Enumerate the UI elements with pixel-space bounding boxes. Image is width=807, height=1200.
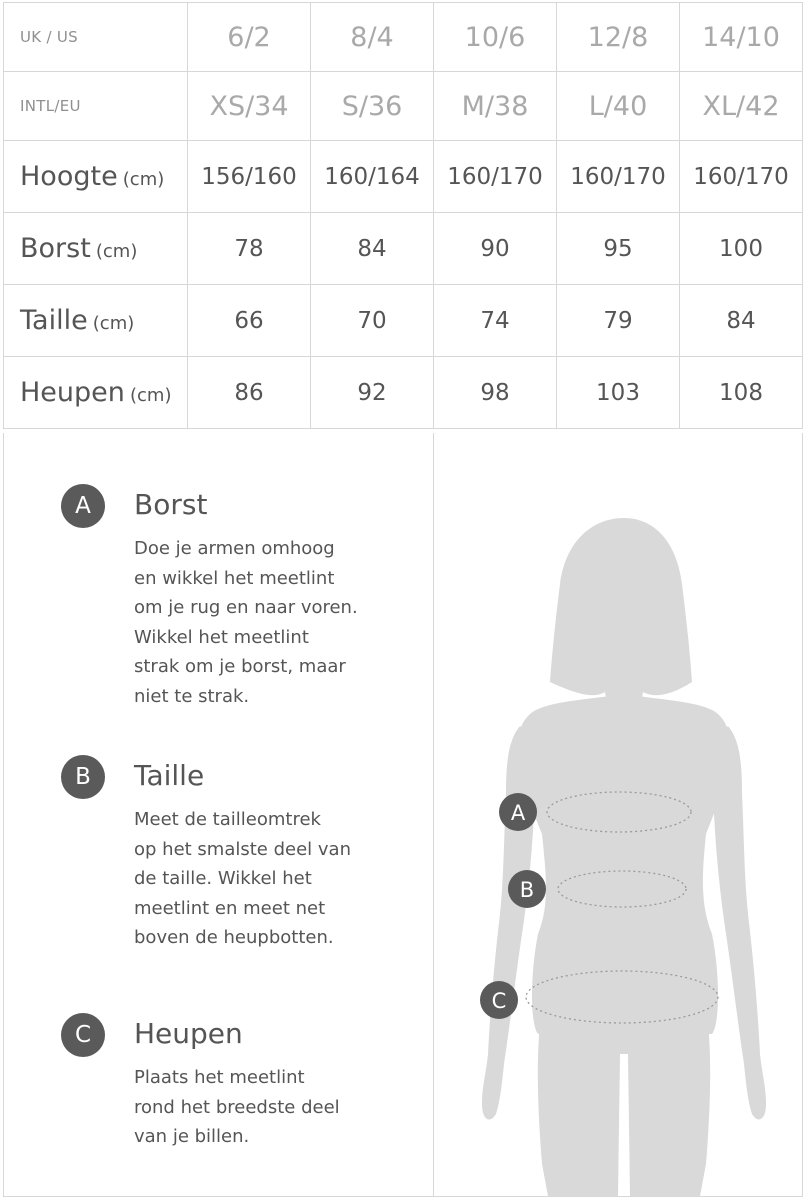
measure-cell: 95 <box>557 213 680 285</box>
size-table <box>3 2 803 429</box>
measure-cell: 156/160 <box>188 141 311 213</box>
marker-b-label: B <box>519 878 535 902</box>
torso-shape <box>518 696 731 1034</box>
measure-name: Heupen <box>20 377 125 408</box>
row-label-hoogte <box>4 141 188 213</box>
row-label-heupen <box>4 357 188 429</box>
guide-description: Meet de tailleomtrek op het smalste deel van de taille. Wikkel het meetlint en meet net boven de heupbotten. <box>134 809 351 948</box>
guide-title: Taille <box>134 759 205 792</box>
measure-cell: 108 <box>680 357 803 429</box>
measure-cell: 84 <box>311 213 434 285</box>
measure-cell: 103 <box>557 357 680 429</box>
row-label-borst <box>4 213 188 285</box>
legs-shape <box>538 1024 710 1196</box>
marker-b <box>508 870 546 908</box>
letter-c-badge: C <box>61 1013 105 1057</box>
marker-a-label: A <box>510 801 526 825</box>
measure-row-heupen <box>4 357 803 429</box>
measure-unit: (cm) <box>122 169 165 190</box>
size-cell: 10/6 <box>434 3 557 72</box>
size-cell: XS/34 <box>188 72 311 141</box>
measure-cell: 70 <box>311 285 434 357</box>
measure-cell: 98 <box>434 357 557 429</box>
measure-unit: (cm) <box>92 313 135 334</box>
size-cell: 12/8 <box>557 3 680 72</box>
marker-c-label: C <box>491 989 507 1013</box>
body-silhouette-illustration <box>430 434 802 1196</box>
measure-name: Borst <box>20 233 91 264</box>
measure-unit: (cm) <box>129 385 172 406</box>
measure-row-taille <box>4 285 803 357</box>
size-row-uk-us <box>4 3 803 72</box>
size-cell: S/36 <box>311 72 434 141</box>
marker-c <box>480 981 518 1019</box>
letter-b-badge: B <box>61 755 105 799</box>
size-cell: 8/4 <box>311 3 434 72</box>
right-arm-shape <box>713 726 766 1119</box>
guide-title: Borst <box>134 488 208 521</box>
measure-name: Taille <box>20 305 88 336</box>
measure-cell: 84 <box>680 285 803 357</box>
size-cell: 14/10 <box>680 3 803 72</box>
row-label-taille <box>4 285 188 357</box>
measure-cell: 78 <box>188 213 311 285</box>
size-cell: 6/2 <box>188 3 311 72</box>
measure-cell: 160/170 <box>434 141 557 213</box>
size-row-intl-eu <box>4 72 803 141</box>
left-arm-shape <box>482 726 535 1119</box>
measure-cell: 86 <box>188 357 311 429</box>
guide-title: Heupen <box>134 1017 243 1050</box>
measure-name: Hoogte <box>20 161 118 192</box>
measure-cell: 90 <box>434 213 557 285</box>
measure-cell: 160/164 <box>311 141 434 213</box>
measure-cell: 66 <box>188 285 311 357</box>
size-cell: M/38 <box>434 72 557 141</box>
measure-row-borst <box>4 213 803 285</box>
guide-description: Plaats het meetlint rond het breedste deel van je billen. <box>134 1067 340 1147</box>
guide-description: Doe je armen omhoog en wikkel het meetlint om je rug en naar voren. Wikkel het meetlint strak om je borst, maar niet te strak. <box>134 538 358 707</box>
measure-cell: 74 <box>434 285 557 357</box>
measure-cell: 92 <box>311 357 434 429</box>
row-label-uk-us: UK / US <box>4 3 188 72</box>
marker-a <box>499 793 537 831</box>
measure-cell: 160/170 <box>557 141 680 213</box>
measure-cell: 100 <box>680 213 803 285</box>
measure-cell: 160/170 <box>680 141 803 213</box>
row-label-intl-eu: INTL/EU <box>4 72 188 141</box>
size-cell: L/40 <box>557 72 680 141</box>
letter-a-badge: A <box>61 484 105 528</box>
measure-row-hoogte <box>4 141 803 213</box>
size-cell: XL/42 <box>680 72 803 141</box>
measure-unit: (cm) <box>95 241 138 262</box>
measure-cell: 79 <box>557 285 680 357</box>
